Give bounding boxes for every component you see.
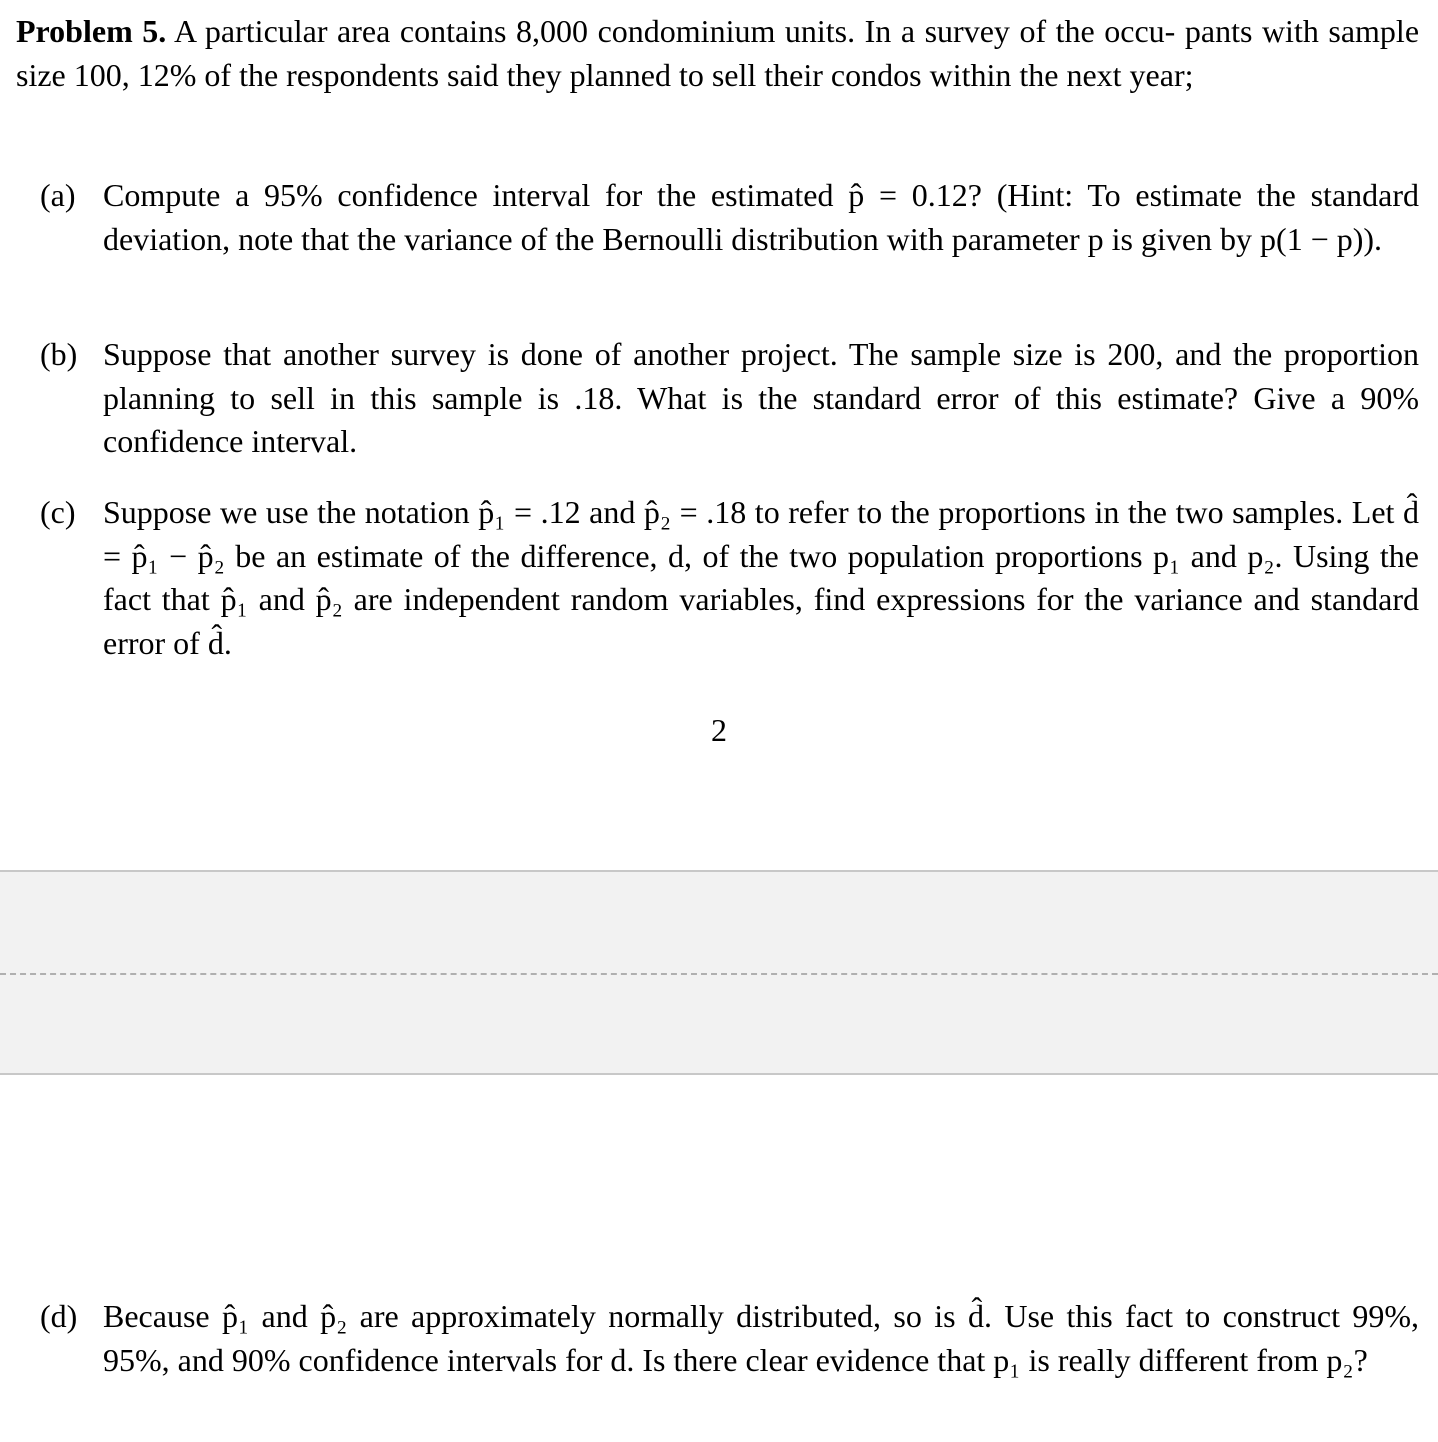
part-d-label: (d) [40,1298,78,1334]
part-d [40,1295,1419,1382]
page-break-line [0,973,1438,975]
part-c [40,491,1419,665]
part-b [40,333,1419,464]
problem-intro-text: A particular area contains 8,000 condominium units. In a survey of the occu- pants with sample size 100, 12% of the respondents said they planned to sell their condos within the next year; [16,13,1420,93]
part-a-text: Compute a 95% confidence interval for the estimated p̂ = 0.12? (Hint: To estimate the standard deviation, note that the variance of the Bernoulli distribution with parameter p is given by p(1 − p)). [103,177,1419,257]
problem-intro [16,10,1419,97]
part-a [40,174,1419,261]
part-b-label: (b) [40,336,78,372]
part-d-text: Because p̂₁ and p̂₂ are approximately normally distributed, so is d̂. Use this fact to construct 99%, 95%, and 90% confidence intervals for d. Is there clear evidence that p₁ is really different from p₂? [103,1298,1419,1378]
page-number: 2 [711,712,727,748]
part-c-text: Suppose we use the notation p̂₁ = .12 and p̂₂ = .18 to refer to the proportions in the two samples. Let d̂ = p̂₁ − p̂₂ be an estimate of the difference, d, of the two population proportions p₁ and p₂. Using the fact that p̂₁ and p̂₂ are independent random variables, find expressions for the variance and standard error of d̂. [103,494,1419,661]
page-break-gap [0,870,1438,1075]
part-a-label: (a) [40,177,76,213]
problem-heading: Problem 5. [16,13,167,49]
part-c-label: (c) [40,494,76,530]
part-b-text: Suppose that another survey is done of another project. The sample size is 200, and the proportion planning to sell in this sample is .18. What is the standard error of this estimate? Give a 90% confidence interval. [103,336,1419,459]
